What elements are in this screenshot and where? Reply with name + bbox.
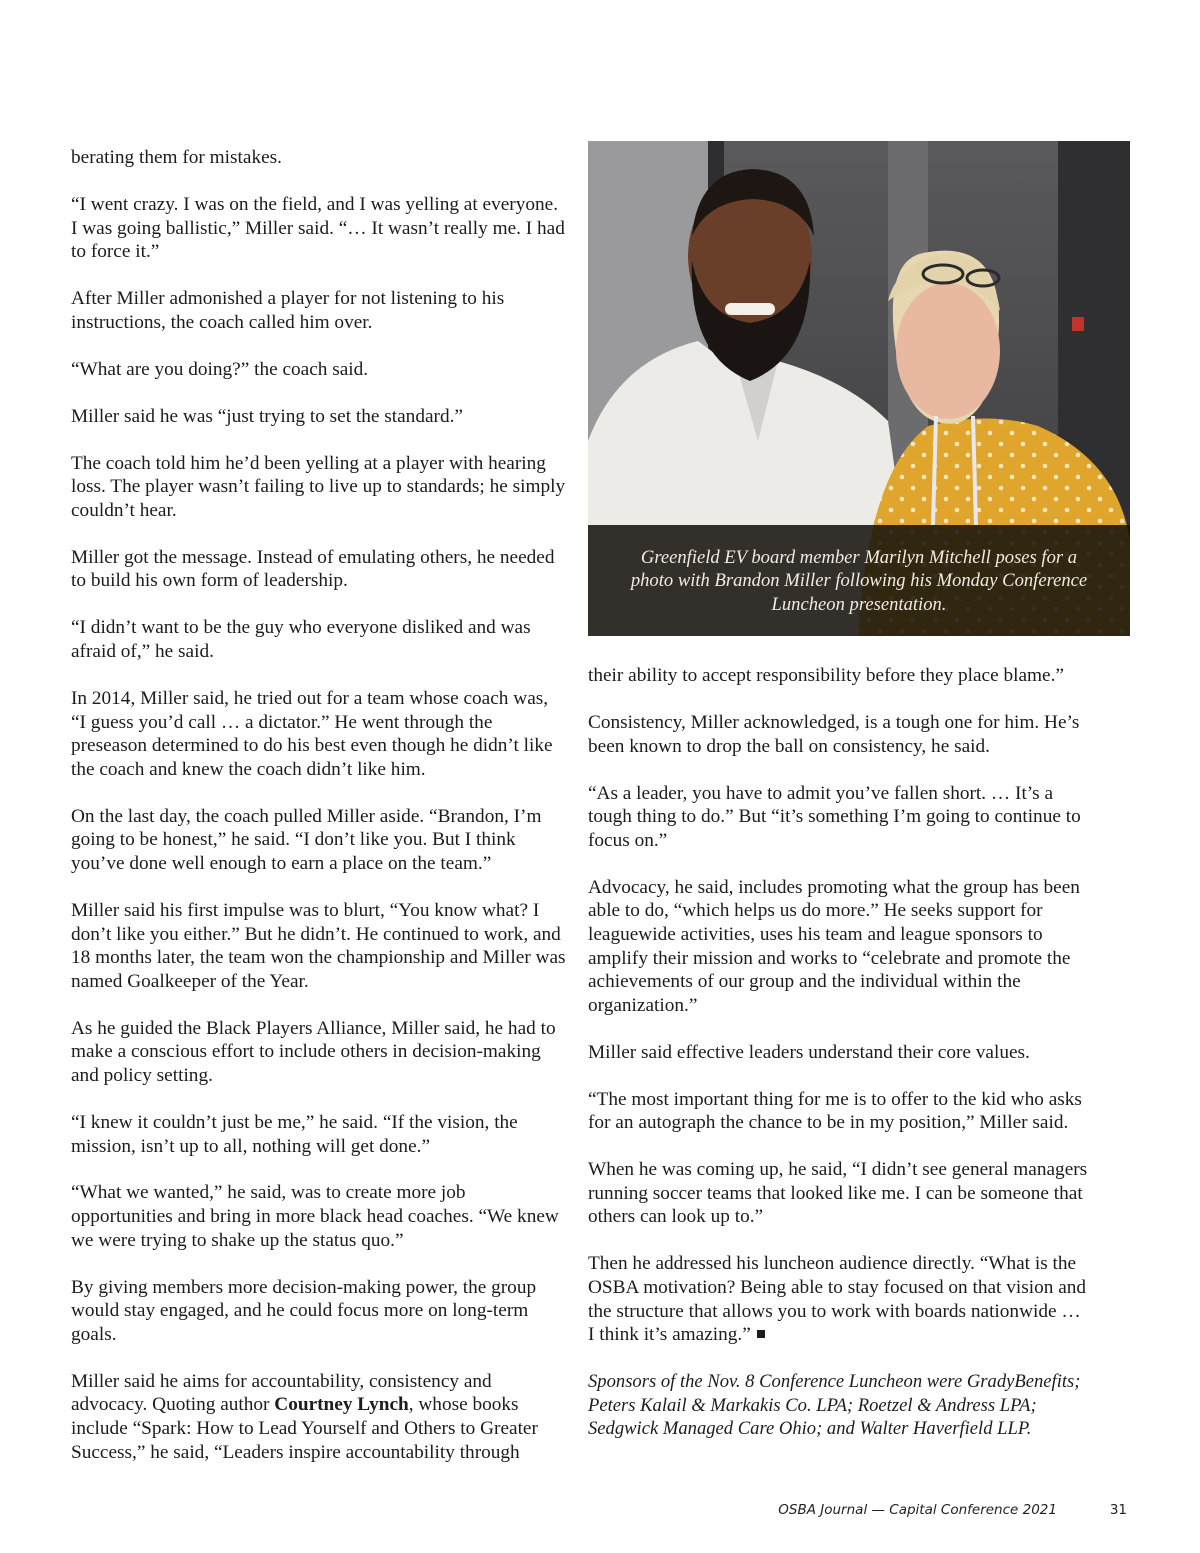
article-paragraph: “What are you doing?” the coach said. bbox=[71, 358, 369, 380]
article-paragraph: “What we wanted,” he said, was to create more job opportunities and bring in more black head coaches. “We knew we were trying to shake up the status quo.” bbox=[71, 1182, 559, 1251]
article-paragraph: “I didn’t want to be the guy who everyone disliked and was afraid of,” he said. bbox=[71, 617, 531, 663]
article-paragraph: Miller said he was “just trying to set the standard.” bbox=[71, 405, 463, 427]
article-paragraph: berating them for mistakes. bbox=[71, 147, 282, 168]
paragraph-text: , whose books include “Spark: How to Lead Yourself and Others to Greater Success,” he said, “Leaders inspire accountability through bbox=[71, 1394, 538, 1463]
article-paragraph: “I knew it couldn’t just be me,” he said. “If the vision, the mission, isn’t up to all, nothing will get done.” bbox=[71, 1111, 518, 1157]
sponsors-note: Sponsors of the Nov. 8 Conference Luncheon were GradyBenefits; Peters Kalail & Markakis Co. LPA; Roetzel & Andress LPA; Sedgwick Managed Care Ohio; and Walter Haverfield LLP. bbox=[588, 1371, 1081, 1440]
left-column bbox=[71, 146, 567, 1488]
article-paragraph: “I went crazy. I was on the field, and I was yelling at everyone. I was going ballistic,” Miller said. “… It wasn’t really me. I had to force it.” bbox=[71, 193, 565, 263]
article-paragraph: Advocacy, he said, includes promoting what the group has been able to do, “which helps us do more.” He seeks support for leaguewide activities, uses his team and league sponsors to amplify their mission and works to “celebrate and promote the achievements of our group and the individual within the organization.” bbox=[588, 876, 1080, 1016]
article-paragraph: On the last day, the coach pulled Miller aside. “Brandon, I’m going to be honest,” he said. “I don’t like you. But I think you’ve done well enough to earn a place on the team.” bbox=[71, 805, 542, 874]
article-paragraph: “As a leader, you have to admit you’ve fallen short. … It’s a tough thing to do.” But “it’s something I’m going to continue to focus on.” bbox=[588, 782, 1081, 851]
paragraph-text: Miller said he aims for accountability, consistency and advocacy. Quoting author bbox=[71, 1370, 492, 1416]
article-paragraph-final bbox=[588, 1252, 1088, 1346]
paragraph-text: Then he addressed his luncheon audience directly. “What is the OSBA motivation? Being able to stay focused on that vision and the structure that allows you to work with boards nationwide … I think it’s amazing.” bbox=[588, 1253, 1087, 1346]
article-paragraph: In 2014, Miller said, he tried out for a team whose coach was, “I guess you’d call … a dictator.” He went through the preseason determined to do his best even though he didn’t like the coach and knew the coach didn’t like him. bbox=[71, 688, 553, 780]
right-column bbox=[588, 664, 1088, 1464]
page-footer bbox=[600, 1502, 1129, 1526]
article-paragraph-last bbox=[71, 1370, 567, 1464]
article-photo bbox=[588, 141, 1130, 636]
article-paragraph: The coach told him he’d been yelling at a player with hearing loss. The player wasn’t failing to live up to standards; he simply couldn’t hear. bbox=[71, 452, 566, 521]
page-number: 31 bbox=[1109, 1502, 1127, 1518]
article-paragraph: As he guided the Black Players Alliance, Miller said, he had to make a conscious effort to include others in decision-making and policy setting. bbox=[71, 1017, 556, 1086]
article-paragraph: their ability to accept responsibility before they place blame.” bbox=[588, 665, 1064, 686]
article-paragraph: Miller got the message. Instead of emulating others, he needed to build his own form of leadership. bbox=[71, 546, 555, 592]
article-paragraph: After Miller admonished a player for not listening to his instructions, the coach called him over. bbox=[71, 288, 505, 333]
article-paragraph: “The most important thing for me is to offer to the kid who asks for an autograph the chance to be in my position,” Miller said. bbox=[588, 1088, 1082, 1134]
article-paragraph: By giving members more decision-making power, the group would stay engaged, and he could focus more on long-term goals. bbox=[71, 1276, 537, 1345]
article-paragraph: When he was coming up, he said, “I didn’t see general managers running soccer teams that looked like me. I can be someone that others can look up to.” bbox=[588, 1159, 1088, 1228]
article-paragraph: Miller said his first impulse was to blurt, “You know what? I don’t like you either.” But he didn’t. He continued to work, and 18 months later, the team won the championship and Miller was named Goalkeeper of the Year. bbox=[71, 899, 566, 992]
article-paragraph: Miller said effective leaders understand their core values. bbox=[588, 1041, 1030, 1063]
photo-caption: Greenfield EV board member Marilyn Mitchell poses for a photo with Brandon Miller following his Monday Conference Luncheon presentation. bbox=[588, 525, 1130, 636]
end-mark-icon bbox=[757, 1330, 765, 1338]
author-name: Courtney Lynch bbox=[274, 1394, 409, 1416]
publication-title: OSBA Journal — Capital Conference 2021 bbox=[778, 1502, 1057, 1518]
article-paragraph: Consistency, Miller acknowledged, is a tough one for him. He’s been known to drop the ball on consistency, he said. bbox=[588, 711, 1080, 757]
